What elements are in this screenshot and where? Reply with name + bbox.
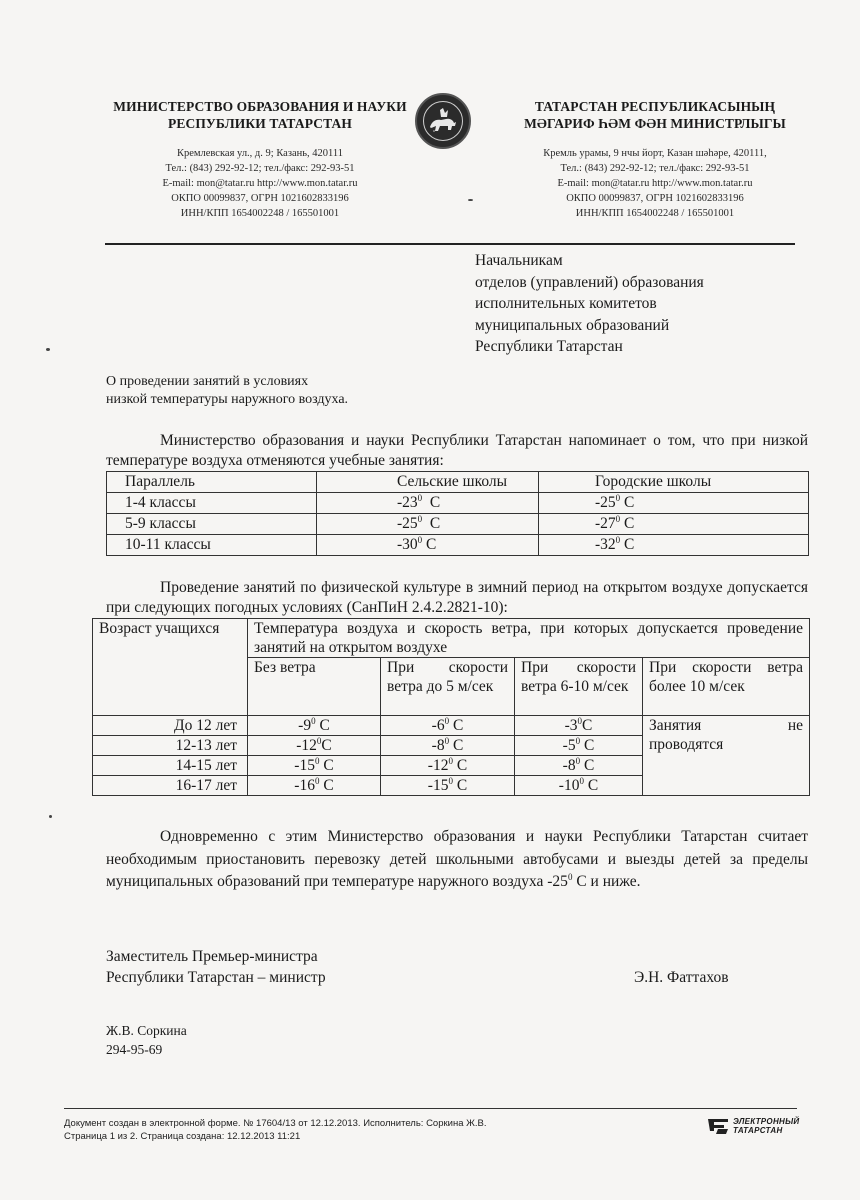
ministry-name-ru-line1: МИНИСТЕРСТВО ОБРАЗОВАНИЯ И НАУКИ [113,99,407,114]
addressee-line: Начальникам [475,252,563,269]
header-grade: Параллель [107,472,317,493]
scan-artifact [468,199,473,201]
phone-tt: Тел.: (843) 292-92-12; тел./факс: 292-93-51 [560,163,750,174]
urban-temp-cell: $-27^0$ С [539,514,809,535]
letterhead-divider [105,243,795,245]
web-ru: E-mail: mon@tatar.ru http://www.mon.tatar.ru [162,178,358,189]
header-wind-6-10: При скорости ветра 6-10 м/сек [515,658,643,716]
executor-name: Ж.В. Соркина [106,1023,187,1038]
urban-temp-cell: $-25^0$ С [539,493,809,514]
okpo-tt: ОКПО 00099837, ОГРН 1021602833196 [566,193,744,204]
table-row [93,716,810,736]
header-conditions-group: Температура воздуха и скорость ветра, при которых допускается проведение занятий на открытом воздухе [248,619,810,658]
addressee-line: муниципальных образований [475,316,670,334]
no-wind-temp-cell: $-12^0С$ [248,736,381,756]
header-no-wind: Без ветра [248,658,381,716]
electronic-tatarstan-logo-icon [706,1117,730,1135]
wind-5-temp-cell: $-8^0$ С [381,736,515,756]
web-tt: E-mail: mon@tatar.ru http://www.mon.tatar.ru [557,178,753,189]
grade-cell: 1-4 классы [107,493,317,514]
age-cell: До 12 лет [93,716,248,736]
okpo-ru: ОКПО 00099837, ОГРН 1021602833196 [171,193,349,204]
wind-6-10-temp-cell: $-3^0С$ [515,716,643,736]
paragraph-cancel-classes: Министерство образования и науки Республики Татарстан напоминает о том, что при низкой температуре воздуха отменяются учебные занятия: [106,432,808,469]
letterhead-left [100,98,420,221]
scan-artifact [49,815,52,818]
address-tt: Кремль урамы, 9 нчы йорт, Казан шәһәре, 420111, [543,148,767,159]
table-row [107,514,809,535]
header-age: Возраст учащихся [93,619,248,716]
subject-line: низкой температуры наружного воздуха. [106,392,349,407]
table-header-row [93,619,810,658]
paragraph-pe-conditions: Проведение занятий по физической культуре в зимний период на открытом воздухе допускается при следующих погодных условиях (СанПиН 2.4.2.2821-10): [106,579,808,616]
no-classes-note: Занятия не проводятся [643,716,810,796]
wind-5-temp-cell: $-6^0$ С [381,716,515,736]
wind-6-10-temp-cell: $-5^0$ С [515,736,643,756]
addressee-block [475,250,704,358]
wind-5-temp-cell: $-12^0$ С [381,756,515,776]
subject-line: О проведении занятий в условиях [106,374,309,389]
age-cell: 14-15 лет [93,756,248,776]
inn-tt: ИНН/КПП 1654002248 / 165501001 [575,208,735,219]
paragraph-bus-suspension: Одновременно с этим Министерство образования и науки Республики Татарстан считает необходимым приостановить перевозку детей школьными автобусами и выезды детей за пределы муниципальных образований при температуре наружного воздуха $-25^0$ С и ниже. [106,828,808,890]
cancel-temperature-table [106,471,809,556]
age-cell: 12-13 лет [93,736,248,756]
phone-ru: Тел.: (843) 292-92-12; тел./факс: 292-93-51 [165,163,355,174]
ministry-name-tt-line2: МӘГАРИФ ҺӘМ ФӘН МИНИСТРЛЫГЫ [524,116,786,131]
grade-cell: 10-11 классы [107,535,317,556]
no-wind-temp-cell: $-15^0$ С [248,756,381,776]
addressee-line: Республики Татарстан [475,338,623,355]
table-row [107,535,809,556]
signatory-name: Э.Н. Фаттахов [634,969,729,986]
table-row [107,493,809,514]
rural-temp-cell: $-23^0$ С [317,493,539,514]
addressee-line: отделов (управлений) образования [475,273,704,291]
footer-page-line: Страница 1 из 2. Страница создана: 12.12.2013 11:21 [64,1131,301,1142]
inn-ru: ИНН/КПП 1654002248 / 165501001 [180,208,340,219]
signatory-position: Заместитель Премьер-министра Республики Татарстан – министр [106,948,326,986]
executor-phone: 294-95-69 [106,1042,163,1057]
rural-temp-cell: $-25^0$ С [317,514,539,535]
pe-outdoor-conditions-table [92,618,810,796]
footer-doc-line: Документ создан в электронной форме. № 17604/13 от 12.12.2013. Исполнитель: Соркина Ж.В. [64,1118,487,1129]
header-wind-up-to-5: При скорости ветра до 5 м/сек [381,658,515,716]
wind-6-10-temp-cell: $-8^0$ С [515,756,643,776]
address-ru: Кремлевская ул., д. 9; Казань, 420111 [176,148,344,159]
scan-artifact [46,348,50,351]
footer-info [64,1117,487,1143]
no-wind-temp-cell: $-16^0$ С [248,776,381,796]
wind-5-temp-cell: $-15^0$ С [381,776,515,796]
subject-block [106,373,348,409]
grade-cell: 5-9 классы [107,514,317,535]
tatarstan-coat-of-arms-icon [415,93,471,149]
footer-divider [64,1108,797,1109]
rural-temp-cell: $-30^0$ С [317,535,539,556]
addressee-line: исполнительных комитетов [475,295,657,312]
electronic-tatarstan-logo: ЭЛЕКТРОННЫЙ ТАТАРСТАН [706,1117,799,1135]
wind-6-10-temp-cell: $-10^0$ С [515,776,643,796]
executor-block [106,1021,187,1059]
header-urban: Городские школы [539,472,809,493]
header-wind-over-10: При скорости ветра более 10 м/сек [643,658,810,716]
age-cell: 16-17 лет [93,776,248,796]
table-header-row [107,472,809,493]
header-rural: Сельские школы [317,472,539,493]
no-wind-temp-cell: $-9^0$ С [248,716,381,736]
ministry-name-ru-line2: РЕСПУБЛИКИ ТАТАРСТАН [168,116,352,131]
urban-temp-cell: $-32^0$ С [539,535,809,556]
ministry-name-tt-line1: ТАТАРСТАН РЕСПУБЛИКАСЫНЫҢ [534,99,776,114]
letterhead-right [505,98,805,221]
